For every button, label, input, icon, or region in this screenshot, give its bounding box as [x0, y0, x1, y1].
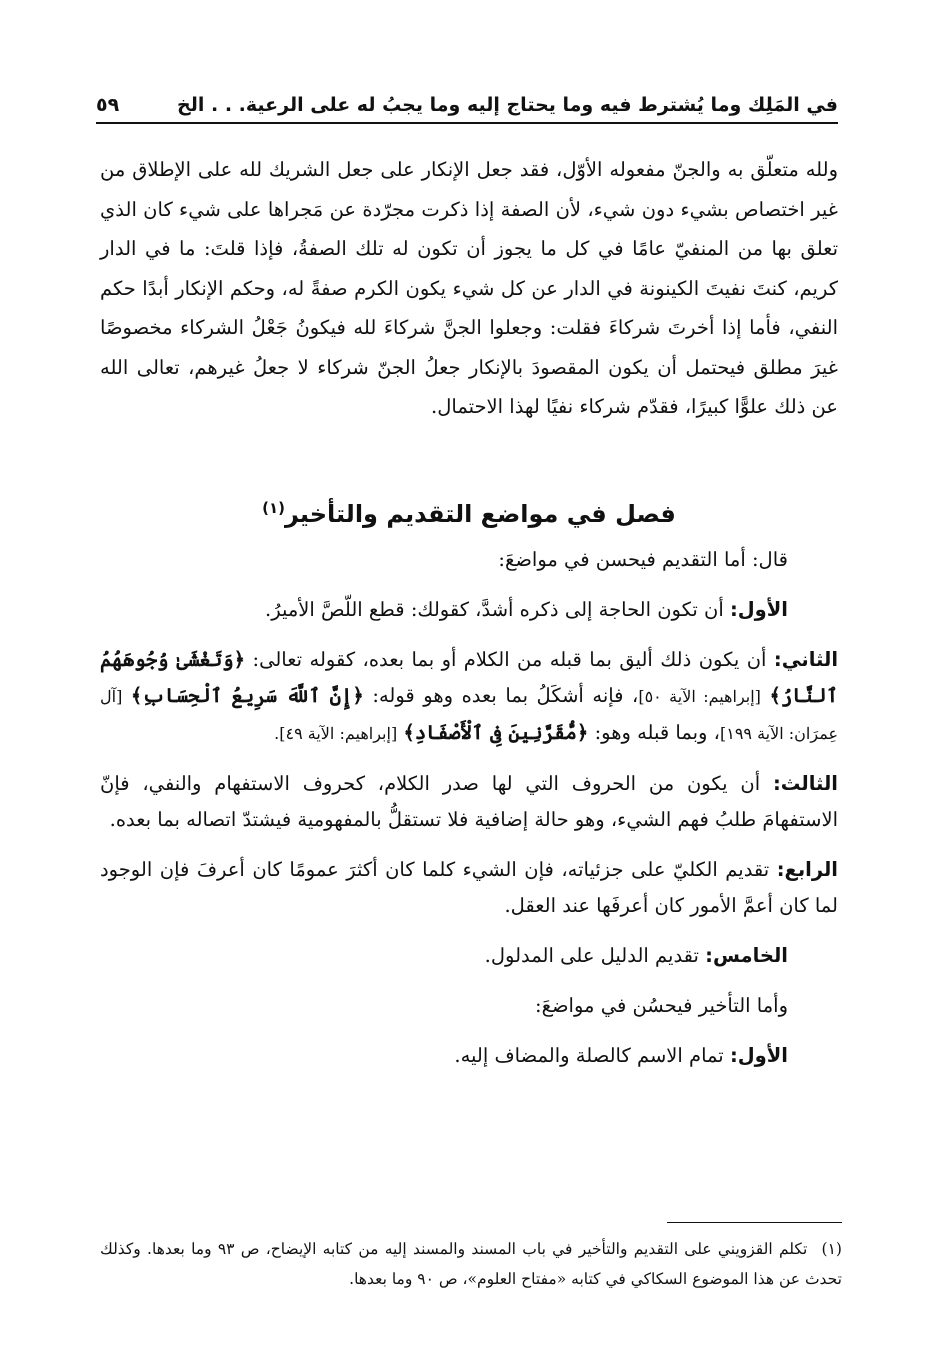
- item-text: ، فإنه أشكَلُ بما بعده وهو قوله:: [372, 684, 639, 707]
- verse-reference: [إبراهيم: الآية ٤٩].: [274, 724, 398, 743]
- item-text: تقديم الكليّ على جزئياته، فإن الشيء كلما كان أكثرَ عمومًا كان أعرفَ فإن الوجود لما كان أعمَّ الأمور كان أعرفَها عند العقل.: [100, 858, 838, 917]
- item-label: الثاني:: [773, 648, 839, 671]
- list-item: [100, 592, 838, 628]
- footnote-text: تكلم القزويني على التقديم والتأخير في باب المسند والمسند إليه من كتابه الإيضاح، ص ٩٣ وما بعدها. وكذلك تحدث عن هذا الموضوع السكاكي في كتابه «مفتاح العلوم»، ص ٩٠ وما بعدها.: [100, 1240, 842, 1288]
- list-item: [100, 542, 838, 578]
- item-text: أن يكون ذلك أليق بما قبله من الكلام أو بما بعده، كقوله تعالى:: [252, 648, 767, 671]
- item-text: أن تكون الحاجة إلى ذكره أشدَّ، كقولك: قطع اللّصَّ الأميرُ.: [265, 598, 724, 621]
- item-label: الأول:: [729, 1044, 788, 1067]
- footnote: [100, 1234, 842, 1294]
- quran-verse: ﴿مُّقَرَّنِينَ فِى ٱلْأَصْفَادِ﴾: [403, 721, 589, 744]
- item-label: الثالث:: [772, 772, 838, 795]
- item-label: الرابع:: [776, 858, 838, 881]
- quran-verse: ﴿إِنَّ ٱللَّهَ سَرِيعُ ٱلْحِسَابِ﴾: [130, 684, 364, 707]
- item-label: الخامس:: [705, 944, 788, 967]
- list-item: [100, 1038, 838, 1074]
- verse-reference: [آل عِمرَان: الآية ١٩٩]: [100, 687, 838, 743]
- section-title-text: فصل في مواضع التقديم والتأخير: [284, 500, 676, 528]
- item-label: الأول:: [729, 598, 788, 621]
- running-title: في المَلِك وما يُشترط فيه وما يحتاج إليه وما يجبُ له على الرعية. . . الخ: [177, 94, 838, 116]
- section-footnote-marker: (١): [262, 499, 285, 517]
- list-item: [100, 938, 838, 974]
- page-number: ٥٩: [96, 94, 120, 116]
- footnote-divider: [667, 1222, 842, 1223]
- section-body: [100, 542, 838, 1088]
- item-text: وأما التأخير فيحسُن في مواضعَ:: [535, 994, 788, 1017]
- list-item: [100, 766, 838, 838]
- running-header: [96, 84, 838, 124]
- intro-paragraph-block: [100, 150, 838, 427]
- quran-verse: ﴿وَتَغْشَىٰ وُجُوهَهُمُ ٱلنَّارُ﴾: [100, 648, 839, 707]
- intro-paragraph: ولله متعلّق به والجنّ مفعوله الأوّل، فقد جعل الإنكار على جعل الشريك لله على الإطلاق من غير اختصاص بشيء دون شيء، لأن الصفة إذا ذكرت مجرّدة عن مَجراها على شيء كان الذي تعلق بها من المنفيّ عامًا في كل ما يجوز أن تكون له تلك الصفةُ، فإذا قلتَ: ما في الدار كريم، كنتَ نفيتَ الكينونة في الدار عن كل شيء يكون الكرم صفةً له، وحكم الإنكار أبدًا حكم النفي، فأما إذا أخرتَ شركاءَ فقلت: وجعلوا الجنَّ شركاءَ لله فيكونُ جَعْلُ الشركاء مخصوصًا غيرَ مطلق فيحتمل أن يكون المقصودَ بالإنكار جعلُ الجنّ شركاء لا جعلُ غيرهم، تعالى الله عن ذلك علوًّا كبيرًا، فقدّم شركاء نفيًا لهذا الاحتمال.: [100, 158, 838, 418]
- item-text: ، وبما قبله وهو:: [594, 721, 720, 744]
- verse-reference: [إبراهيم: الآية ٥٠]: [638, 687, 761, 706]
- footnotes: [100, 1234, 842, 1294]
- list-item: [100, 852, 838, 924]
- list-item: [100, 988, 838, 1024]
- footnote-number: (١): [821, 1240, 842, 1258]
- item-text: تمام الاسم كالصلة والمضاف إليه.: [454, 1044, 724, 1067]
- item-text: أن يكون من الحروف التي لها صدر الكلام، كحروف الاستفهام والنفي، فإنّ الاستفهامَ طلبُ فهم الشيء، وهو حالة إضافية فلا تستقلُّ بالمفهومية فيشتدّ اتصاله بما بعده.: [100, 772, 838, 831]
- section-title: [100, 488, 838, 534]
- item-text: قال: أما التقديم فيحسن في مواضعَ:: [498, 548, 788, 571]
- item-text: تقديم الدليل على المدلول.: [484, 944, 699, 967]
- list-item: [100, 642, 838, 752]
